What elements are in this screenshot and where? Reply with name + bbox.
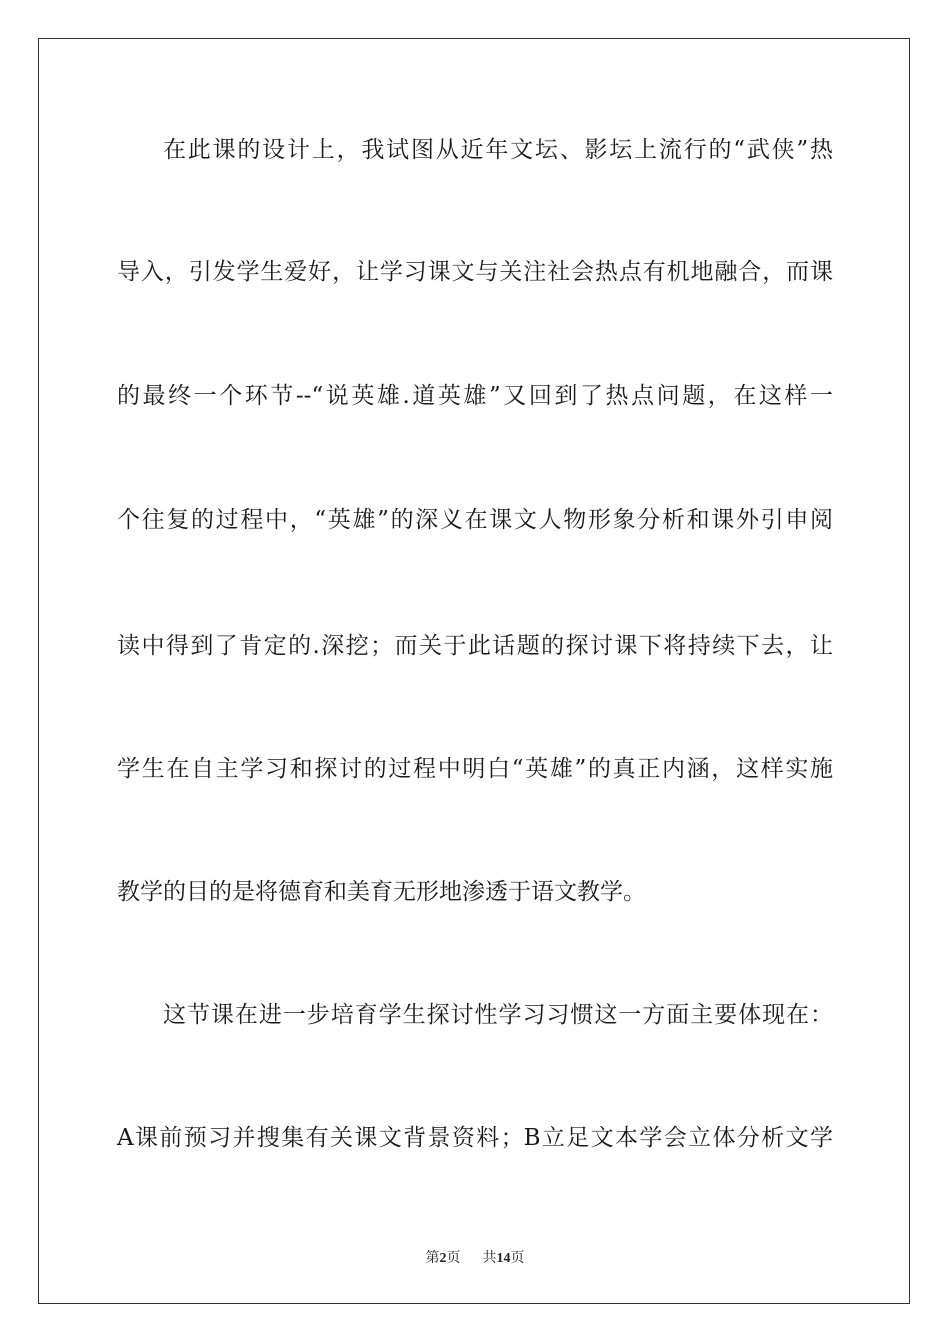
footer-total-suffix: 页 xyxy=(510,1251,525,1266)
paragraph-1-line-2: 导入，引发学生爱好，让学习课文与关注社会热点有机地融合，而课 xyxy=(117,259,833,285)
paragraph-1-line-7: 教学的目的是将德育和美育无形地渗透于语文教学。 xyxy=(117,879,646,905)
paragraph-1-line-4: 个往复的过程中，“英雄”的深义在课文人物形象分析和课外引申阅 xyxy=(117,507,833,533)
paragraph-1-line-3: 的最终一个环节--“说英雄.道英雄”又回到了热点问题，在这样一 xyxy=(117,383,833,409)
paragraph-1-line-1: 在此课的设计上，我试图从近年文坛、影坛上流行的“武侠”热 xyxy=(163,137,833,163)
paragraph-1-line-6: 学生在自主学习和探讨的过程中明白“英雄”的真正内涵，这样实施 xyxy=(117,756,833,782)
footer-page-suffix: 页 xyxy=(446,1251,461,1266)
page-frame xyxy=(38,38,910,1304)
footer-page-number: 2 xyxy=(439,1251,447,1266)
page-footer xyxy=(0,1247,950,1267)
paragraph-1-line-5: 读中得到了肯定的.深挖；而关于此话题的探讨课下将持续下去，让 xyxy=(117,633,833,659)
footer-prefix: 第 xyxy=(425,1251,440,1266)
paragraph-2-line-2: A课前预习并搜集有关课文背景资料；B立足文本学会立体分析文学 xyxy=(117,1125,833,1151)
paragraph-2-line-1: 这节课在进一步培育学生探讨性学习习惯这一方面主要体现在： xyxy=(163,1002,833,1028)
footer-total-prefix: 共 xyxy=(482,1251,497,1266)
footer-total-pages: 14 xyxy=(496,1251,511,1266)
